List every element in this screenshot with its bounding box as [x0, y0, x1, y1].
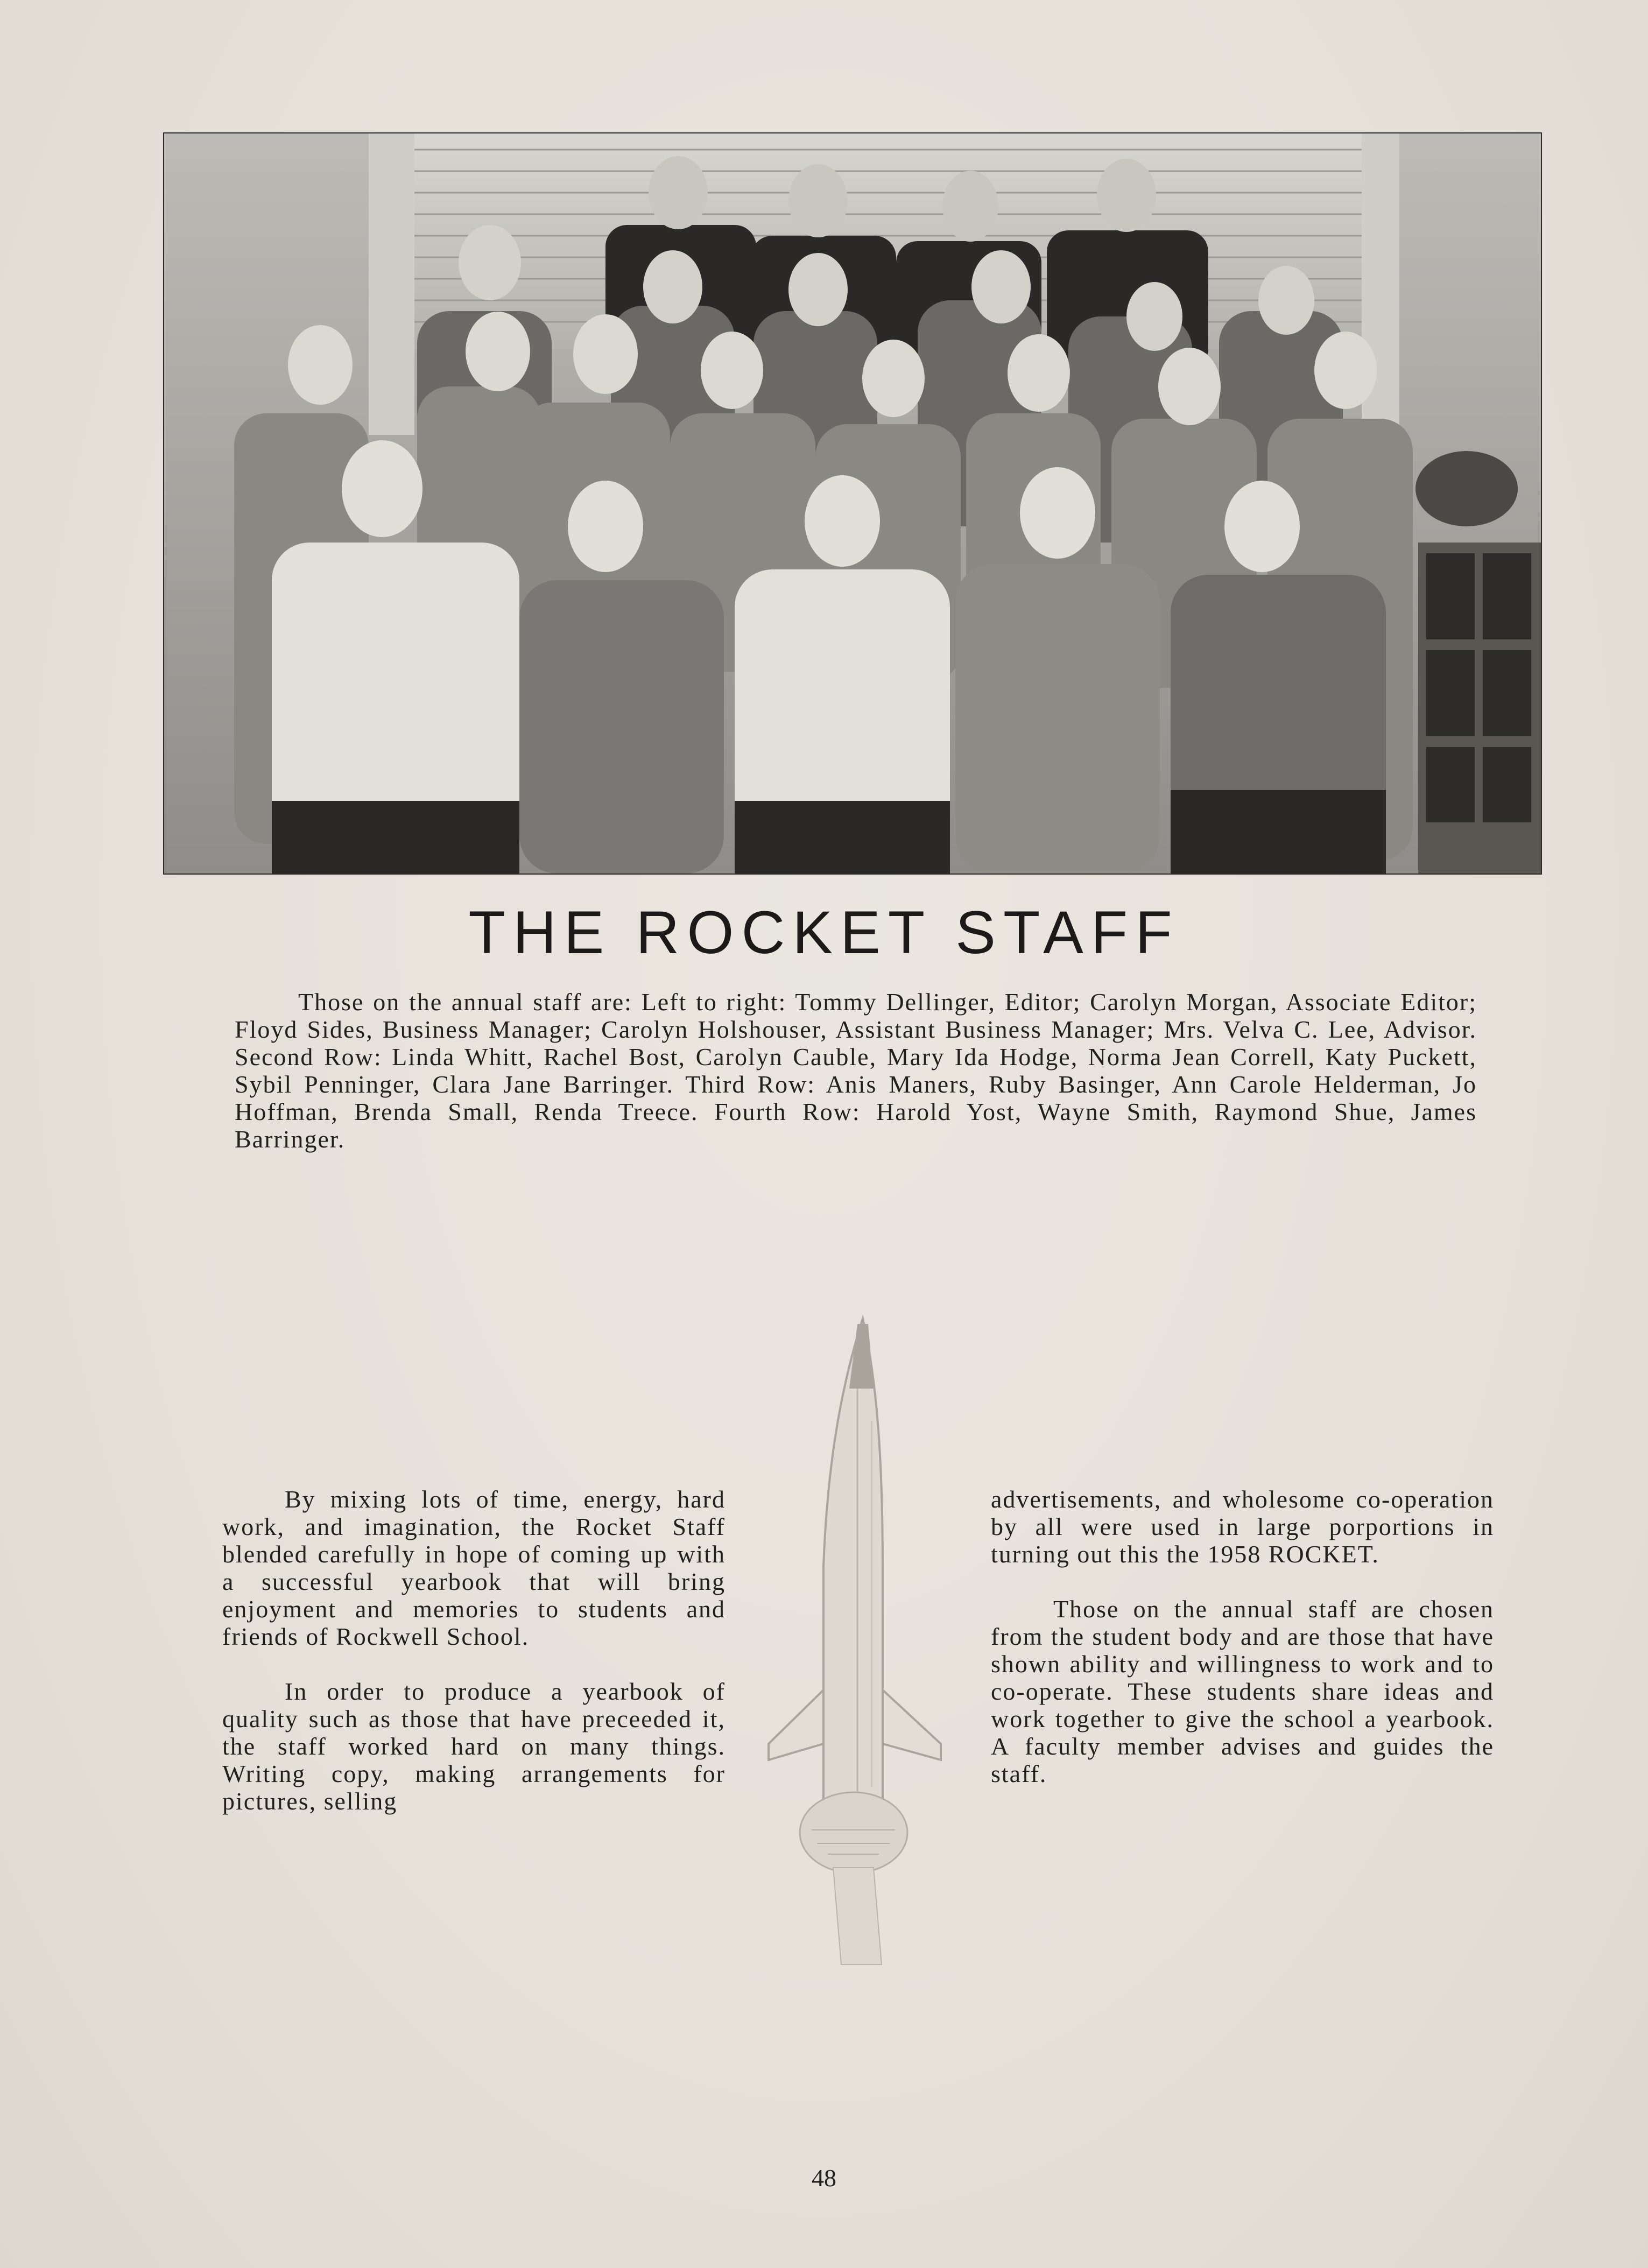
right-text-column: [991, 1485, 1494, 1815]
rocket-drawing: [763, 1313, 946, 1970]
left-paragraph-2: In order to produce a yearbook of quality such as those that have preceeded it, the staff worked hard on many things. Writing copy, making arrangements for pictures, selling: [222, 1678, 726, 1815]
page-title: THE ROCKET STAFF: [468, 899, 1180, 966]
group-photo-image: [164, 133, 1541, 874]
staff-caption: Those on the annual staff are: Left to right: Tommy Dellinger, Editor; Carolyn Morgan, Associate Editor; Floyd Sides, Business Manager; Carolyn Holshouser, Assistant Business Manager; Mrs. Velva C. Lee, Advisor. Second Row: Linda Whitt, Rachel Bost, Carolyn Cauble, Mary Ida Hodge, Norma Jean Correll, Katy Puckett, Sybil Penninger, Clara Jane Barringer. Third Row: Anis Maners, Ruby Basinger, Ann Carole Helderman, Jo Hoffman, Brenda Small, Renda Treece. Fourth Row: Harold Yost, Wayne Smith, Raymond Shue, James Barringer.: [235, 988, 1477, 1153]
left-paragraph-1: By mixing lots of time, energy, hard work, and imagination, the Rocket Staff blended carefully in hope of coming up with a successful yearbook that will bring enjoyment and memories to students and friends of Rockwell School.: [222, 1485, 726, 1650]
staff-group-photo: [164, 133, 1541, 874]
page-number: 48: [812, 2164, 836, 2192]
rocket-illustration: [763, 1313, 946, 1970]
right-paragraph-2: Those on the annual staff are chosen from the student body and are those that have shown ability and willingness to work and to co-operate. These students share ideas and work together to give the school a yearbook. A faculty member advises and guides the staff.: [991, 1595, 1494, 1787]
right-paragraph-1: advertisements, and wholesome co-operation by all were used in large porportions in turning out this the 1958 ROCKET.: [991, 1485, 1494, 1568]
left-text-column: [222, 1485, 726, 1842]
